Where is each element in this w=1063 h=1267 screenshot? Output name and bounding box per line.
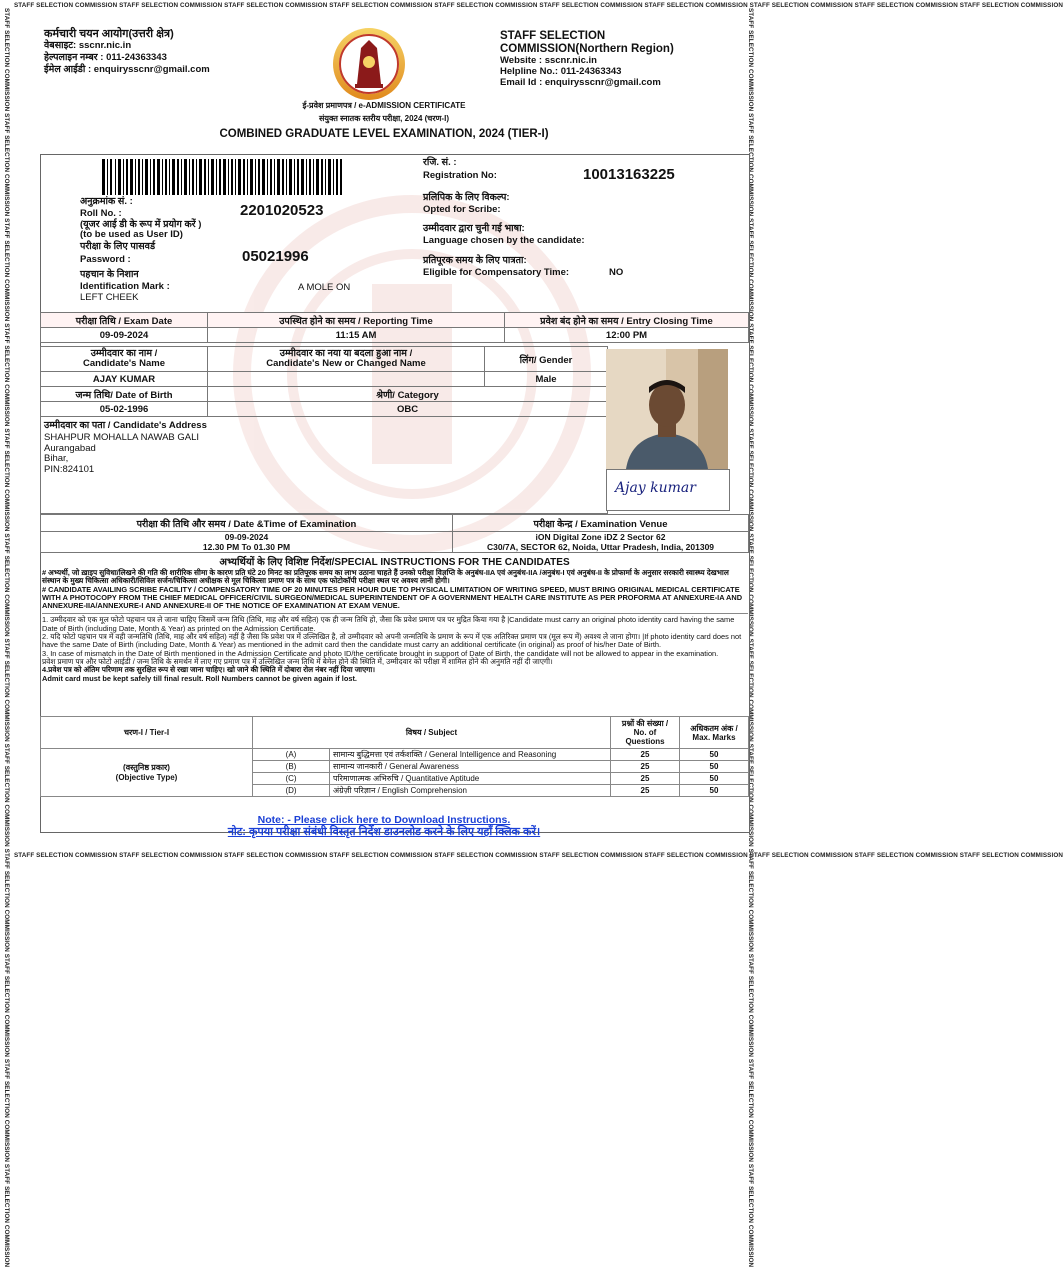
newname-label-hindi: उम्मीदवार का नया या बदला हुआ नाम / bbox=[279, 348, 413, 359]
watermark-bottom: STAFF SELECTION COMMISSION STAFF SELECTION COMMISSION STAFF SELECTION COMMISSION STAFF SELECTION COMMISSION STAFF SELECTION COMMISSION STAFF SELECTION COMMISSION STAFF SELECTION COMMISSION STAFF SELECTION COMMISSION STAFF SELECTION COMMISSION STAFF SELECTION COMMISSION bbox=[14, 852, 1063, 859]
website: Website : sscnr.nic.in bbox=[500, 55, 597, 66]
password-value: 05021996 bbox=[242, 248, 309, 265]
roll-note: (to be used as User ID) bbox=[80, 229, 183, 240]
instruction-3: 1. उम्मीदवार को एक मूल फोटो पहचान पत्र ले जाना चाहिए जिसमें जन्म तिथि (तिथि, माह और वर्ष सहित) एक ही जन्म तिथि हो, जैसा कि प्रवेश प्रमाण पत्र पर मुद्रित किया गया है |Candidate must carry an original photo identity card having the same Date of Birth (including Date, Month & Year) as printed on the Admission Certificate. bbox=[42, 615, 735, 633]
watermark-left: STAFF SELECTION COMMISSION STAFF SELECTION COMMISSION STAFF SELECTION COMMISSION STAFF SELECTION COMMISSION STAFF SELECTION COMMISSION STAFF SELECTION COMMISSION STAFF SELECTION COMMISSION STAFF SELECTION COMMISSION STAFF SELECTION COMMISSION STAFF SELECTION COMMISSION STAFF SELECTION COMMISSION STAFF SELECTION COMMISSION bbox=[3, 8, 10, 1267]
header-right bbox=[500, 30, 674, 88]
objective-type-english: (Objective Type) bbox=[115, 772, 178, 782]
note-hindi-row bbox=[22, 822, 746, 840]
gender-label: लिंग/ Gender bbox=[485, 347, 608, 372]
org-name-line1: STAFF SELECTION bbox=[500, 30, 606, 42]
exam-date-value: 09-09-2024 bbox=[224, 532, 269, 542]
questions-header-english2: Questions bbox=[625, 737, 665, 746]
name-label-hindi: उम्मीदवार का नाम / bbox=[90, 348, 158, 359]
venue-line2: C30/7A, SECTOR 62, Noida, Uttar Pradesh, India, 201309 bbox=[486, 542, 715, 552]
subject-marks: 50 bbox=[680, 761, 749, 773]
instruction-1: # अभ्यर्थी, जो ख़ाइप सुविधा/लिखने की गति की शारीरिक सीमा के कारण प्रति घंटे 20 मिनट का प्रतिपूरक समय का लाभ उठाना चाहते हैं उनको परीक्षा विज्ञप्ति के अनुबंध-IIA एवं अनुबंध-IIA /अनुबंध-I एवं अनुबंध-II के प्रोफार्मा के अनुसार सरकारी स्वास्थ्य देखभाल संस्थान के मुख्य चिकित्सा अधिकारी/सिविल सर्जन/चिकित्सा अधीक्षक से मूल चिकित्सा प्रमाण पत्र के साथ एक फोटोकॉपी परीक्षा स्थल पर अवश्य लानी होगी। bbox=[42, 568, 729, 586]
instruction-8: Admit card must be kept safely till final result. Roll Numbers cannot be given again if lost. bbox=[42, 673, 357, 683]
category-value: OBC bbox=[208, 402, 608, 417]
title-hindi: संयुक्त स्नातक स्तरीय परीक्षा, 2024 (चरण-I) bbox=[318, 114, 449, 123]
entry-closing-time: 12:00 PM bbox=[505, 328, 749, 343]
marks-header bbox=[680, 717, 749, 749]
subject-name: अंग्रेज़ी परिज्ञान / English Comprehension bbox=[330, 785, 611, 797]
comp-time-value: NO bbox=[609, 267, 624, 278]
instructions-block bbox=[42, 569, 748, 683]
instruction-2: # CANDIDATE AVAILING SCRIBE FACILITY / COMPENSATORY TIME OF 20 MINUTES PER HOUR DUE TO PHYSICAL LIMITATION OF WRITING SPEED, MUST BRING ORIGINAL MEDICAL CERTIFICATE WITH A PHOTOCOPY FROM THE CHIEF MEDICAL OFFICER/CIVIL SURGEON/MEDICAL SUPERINTENDENT OF A GOVERNMENT HEALTH CARE INSTITUTE AS PER PROFORMA AT ANNEXURE-IA AND ANNEXURE-IIA/ANNEXURE-I AND ANNEXURE-II OF THE NOTICE OF EXAMINATION AT EXAM VENUE. bbox=[42, 584, 743, 611]
subject-header: विषय / Subject bbox=[253, 717, 611, 749]
details-table bbox=[40, 346, 608, 514]
title-eadmission: ई-प्रवेश प्रमाणपत्र / e-ADMISSION CERTIFICATE bbox=[302, 101, 466, 110]
questions-header-english: No. of bbox=[633, 728, 657, 737]
watermark-right: STAFF SELECTION COMMISSION STAFF SELECTION COMMISSION STAFF SELECTION COMMISSION STAFF SELECTION COMMISSION STAFF SELECTION COMMISSION STAFF SELECTION COMMISSION STAFF SELECTION COMMISSION STAFF SELECTION COMMISSION STAFF SELECTION COMMISSION STAFF SELECTION COMMISSION STAFF SELECTION COMMISSION STAFF SELECTION COMMISSION bbox=[747, 8, 754, 1267]
subject-questions: 25 bbox=[611, 749, 680, 761]
candidate-photo bbox=[606, 349, 728, 469]
email-hindi: ईमेल आईडी : enquirysscnr@gmail.com bbox=[44, 64, 210, 75]
address-line1: SHAHPUR MOHALLA NAWAB GALI bbox=[44, 432, 200, 443]
name-label bbox=[41, 347, 208, 372]
subject-marks: 50 bbox=[680, 749, 749, 761]
venue-table bbox=[40, 514, 749, 553]
reporting-time: 11:15 AM bbox=[208, 328, 505, 343]
objective-type bbox=[41, 749, 253, 797]
subjects-table bbox=[40, 716, 749, 797]
subject-questions: 25 bbox=[611, 761, 680, 773]
instruction-6: प्रवेश प्रमाण पत्र और फोटो आईडी / जन्म तिथि के समर्थन में लाए गए प्रमाण पत्र में उल्लिखित जन्म तिथि में बेमेल होने की स्थिति में, उम्मीदवार को परीक्षा में शामिल होने की अनुमति नहीं दी जाएगी। bbox=[42, 656, 553, 666]
registration-number: 10013163225 bbox=[583, 166, 675, 183]
instruction-4: 2. यदि फोटो पहचान पत्र में वही जन्मतिथि (तिथि, माह और वर्ष सहित) नहीं है जैसा कि प्रवेश पत्र में उल्लिखित है, तो उम्मीदवार को अपनी जन्मतिथि के प्रमाण के रूप में एक अतिरिक्त प्रमाण पत्र (मूल रूप में) अवश्य ले जाना होगा। |If photo identity card does not have the same Date of Birth (including Date, Month & Year) as mentioned in the admit card then the candidate must carry an additional certificate (in original) as proof of his/her Date of Birth. bbox=[42, 632, 742, 650]
scribe-label-hindi: प्रलिपिक के लिए विकल्प: bbox=[423, 192, 510, 203]
instruction-7: 4.प्रवेश पत्र को अंतिम परिणाम तक सुरक्षित रूप से रखा जाना चाहिए। खो जाने की स्थिति में दोबारा रोल नंबर नहीं दिया जाएगा। bbox=[42, 665, 376, 675]
category-label: श्रेणी/ Category bbox=[208, 387, 608, 402]
subject-name: सामान्य बुद्धिमत्ता एवं तर्कशक्ति / General Intelligence and Reasoning bbox=[330, 749, 611, 761]
timing-table bbox=[40, 312, 749, 343]
idmark-value-line1: A MOLE ON bbox=[298, 282, 351, 293]
helpline-hindi: हेल्पलाइन नम्बर : 011-24363343 bbox=[44, 52, 167, 63]
questions-header bbox=[611, 717, 680, 749]
scribe-label: Opted for Scribe: bbox=[423, 204, 501, 215]
name-label-english: Candidate's Name bbox=[83, 358, 165, 369]
marks-header-english: Max. Marks bbox=[692, 732, 736, 742]
password-label: Password : bbox=[80, 254, 131, 265]
roll-label-hindi: अनुक्रमांक सं. : bbox=[80, 196, 133, 207]
reg-label: Registration No: bbox=[423, 170, 497, 181]
subject-code: (C) bbox=[253, 773, 330, 785]
watermark-top: STAFF SELECTION COMMISSION STAFF SELECTION COMMISSION STAFF SELECTION COMMISSION STAFF SELECTION COMMISSION STAFF SELECTION COMMISSION STAFF SELECTION COMMISSION STAFF SELECTION COMMISSION STAFF SELECTION COMMISSION STAFF SELECTION COMMISSION STAFF SELECTION COMMISSION bbox=[14, 2, 1063, 9]
dob-value: 05-02-1996 bbox=[41, 402, 208, 417]
datetime-label: परीक्षा की तिथि और समय / Date &Time of Examination bbox=[41, 515, 453, 532]
exam-time-value: 12.30 PM To 01.30 PM bbox=[202, 542, 291, 552]
subject-marks: 50 bbox=[680, 785, 749, 797]
exam-date-label: परीक्षा तिथि / Exam Date bbox=[41, 313, 208, 328]
idmark-value-line2: LEFT CHEEK bbox=[80, 292, 139, 303]
address-line4: PIN:824101 bbox=[44, 463, 95, 475]
marks-header-hindi: अधिकतम अंक / bbox=[690, 723, 738, 733]
exam-venue bbox=[453, 532, 749, 553]
reporting-time-label: उपस्थित होने का समय / Reporting Time bbox=[208, 313, 505, 328]
language-label: Language chosen by the candidate: bbox=[423, 235, 585, 246]
subject-code: (A) bbox=[253, 749, 330, 761]
admit-card bbox=[22, 14, 746, 844]
subject-code: (B) bbox=[253, 761, 330, 773]
helpline: Helpline No.: 011-24363343 bbox=[500, 66, 622, 77]
comp-time-label-hindi: प्रतिपूरक समय के लिए पात्रता: bbox=[423, 255, 527, 266]
address-line3: Bihar, bbox=[44, 453, 69, 464]
address-label: उम्मीदवार का पता / Candidate's Address bbox=[41, 417, 608, 432]
candidate-name: AJAY KUMAR bbox=[41, 372, 208, 387]
header-left bbox=[44, 28, 210, 76]
questions-header-hindi: प्रश्नों की संख्या / bbox=[621, 719, 669, 728]
idmark-label: Identification Mark : bbox=[80, 281, 170, 292]
subject-name: परिमाणात्मक अभिरुचि / Quantitative Aptitude bbox=[330, 773, 611, 785]
dob-label: जन्म तिथि/ Date of Birth bbox=[41, 387, 208, 402]
website-hindi: वेबसाइट: sscnr.nic.in bbox=[44, 40, 132, 51]
signature-box bbox=[606, 469, 730, 511]
instruction-5: 3. In case of mismatch in the Date of Birth mentioned in the Admission Certificate and photo ID/the certificate brought in support of Date of Birth, the candidate will not be allowed to appear in the examination. bbox=[42, 648, 719, 658]
exam-title: COMBINED GRADUATE LEVEL EXAMINATION, 2024 (TIER-I) bbox=[219, 128, 549, 140]
venue-label: परीक्षा केन्द्र / Examination Venue bbox=[453, 515, 749, 532]
objective-type-hindi: (वस्तुनिष्ठ प्रकार) bbox=[123, 762, 170, 772]
subject-questions: 25 bbox=[611, 785, 680, 797]
password-label-hindi: परीक्षा के लिए पासवर्ड bbox=[80, 241, 156, 252]
subject-marks: 50 bbox=[680, 773, 749, 785]
reg-label-hindi: रजि. सं. : bbox=[423, 157, 457, 168]
newname-label bbox=[208, 347, 485, 372]
language-label-hindi: उम्मीदवार द्वारा चुनी गई भाषा: bbox=[423, 223, 525, 234]
subject-questions: 25 bbox=[611, 773, 680, 785]
barcode bbox=[102, 159, 342, 195]
comp-time-label: Eligible for Compensatory Time: bbox=[423, 267, 570, 278]
address-block bbox=[41, 431, 608, 514]
candidate-new-name bbox=[208, 372, 485, 387]
email: Email Id : enquirysscnr@gmail.com bbox=[500, 77, 661, 88]
exam-datetime bbox=[41, 532, 453, 553]
roll-number: 2201020523 bbox=[240, 202, 324, 219]
roll-label: Roll No. : bbox=[80, 208, 122, 219]
candidate-signature: Ajay kumar bbox=[615, 480, 696, 496]
subject-name: सामान्य जानकारी / General Awareness bbox=[330, 761, 611, 773]
roll-note-hindi: (यूजर आई डी के रूप में प्रयोग करें ) bbox=[80, 219, 202, 230]
venue-line1: iON Digital Zone iDZ 2 Sector 62 bbox=[535, 532, 666, 542]
subject-code: (D) bbox=[253, 785, 330, 797]
download-instructions-link-hindi[interactable]: नोट: कृपया परीक्षा संबंधी विस्तृत निर्देश डाउनलोड करने के लिए यहाँ क्लिक करें। bbox=[227, 826, 541, 838]
idmark-label-hindi: पहचान के निशान bbox=[80, 269, 139, 280]
download-instructions-link[interactable]: Note: - Please click here to Download Instructions. bbox=[257, 814, 511, 826]
newname-label-english: Candidate's New or Changed Name bbox=[266, 358, 426, 369]
ssc-emblem-icon bbox=[327, 26, 411, 102]
tier-header: चरण-I / Tier-I bbox=[41, 717, 253, 749]
gender-value: Male bbox=[485, 372, 608, 387]
org-name-line2: COMMISSION(Northern Region) bbox=[500, 42, 674, 55]
exam-date: 09-09-2024 bbox=[41, 328, 208, 343]
org-name-hindi: कर्मचारी चयन आयोग(उत्तरी क्षेत्र) bbox=[44, 28, 174, 40]
address-line2: Aurangabad bbox=[44, 442, 96, 454]
entry-closing-label: प्रवेश बंद होने का समय / Entry Closing Time bbox=[505, 313, 749, 328]
instructions-heading: अभ्यर्थियों के लिए विशिष्ट निर्देश/SPECIAL INSTRUCTIONS FOR THE CANDIDATES bbox=[219, 557, 570, 568]
